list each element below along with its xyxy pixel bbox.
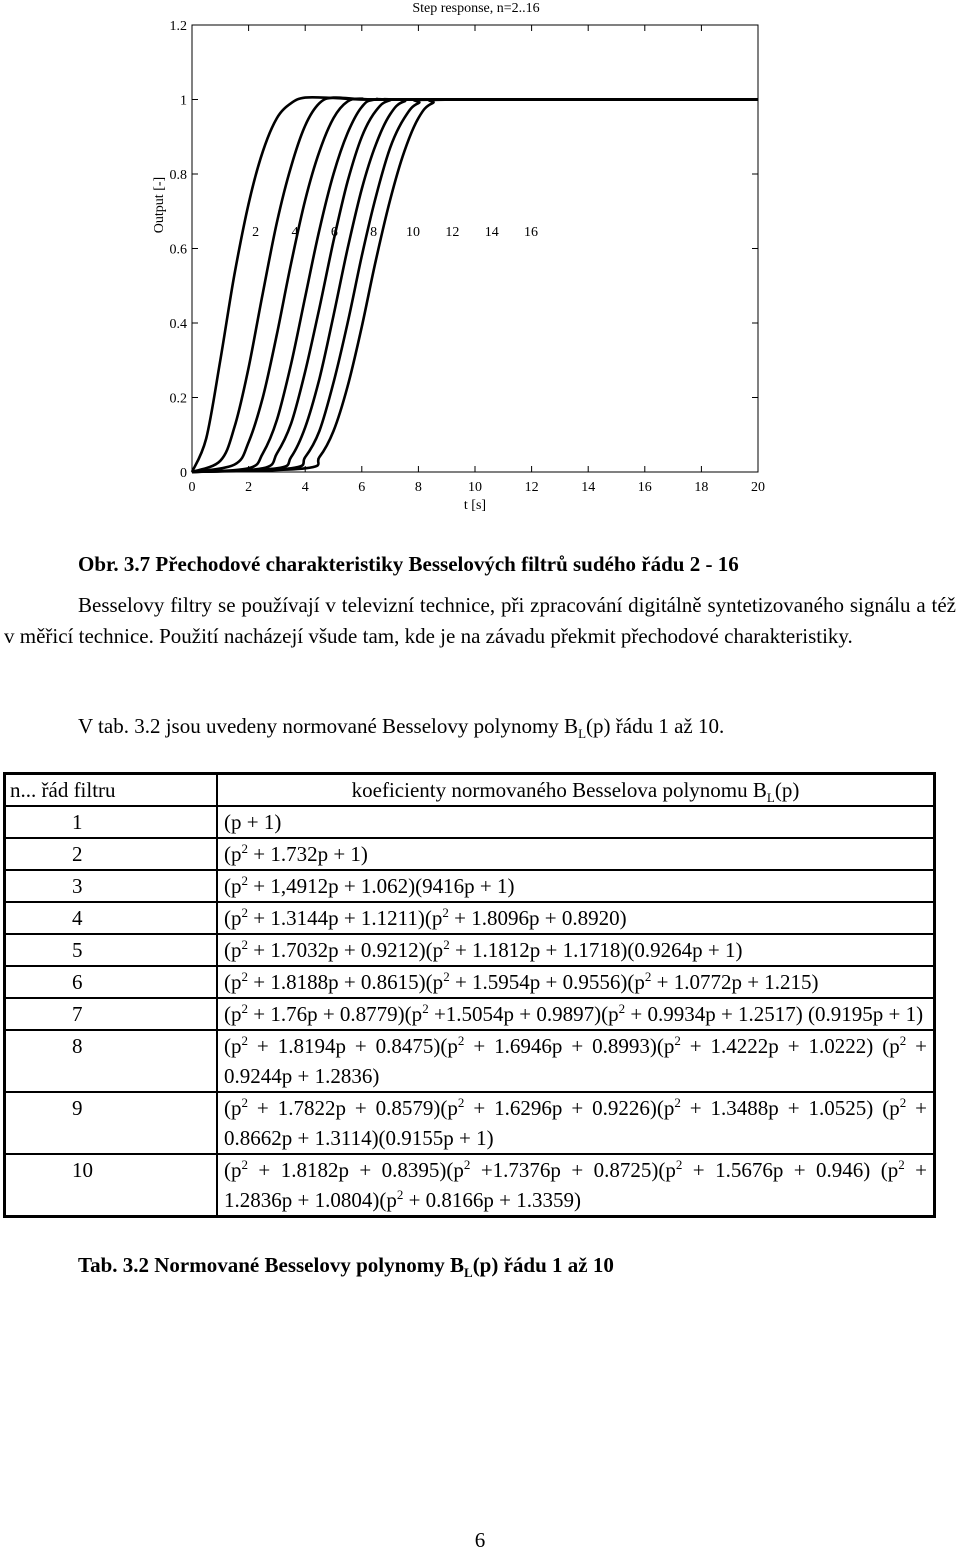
curve-order-label: 4: [291, 225, 299, 241]
paragraph-intro-text: Besselovy filtry se používají v televizní technice, při zpracování digitálně syntetizovaného signálu a též v měřicí technice. Použití nacházejí všude tam, kde je na závadu překmit přechodové charakteristiky.: [4, 593, 956, 648]
row-order: 8: [5, 1030, 218, 1092]
header-coefficients-sub: L: [766, 790, 775, 806]
paragraph-intro: [4, 590, 956, 652]
header-coefficients-text: koeficienty normovaného Besselova polynomu B: [351, 778, 767, 802]
row-polynomial: $(p^2 + 1.732p + 1)$: [217, 838, 935, 870]
row-polynomial: $(p^2 + 1.7032p + 0.9212)(p^2 + 1.1812p + 1.1718)(0.9264p + 1)$: [217, 934, 935, 966]
row-polynomial: $(p^2 + 1.76p + 0.8779)(p^2 +1.5054p + 0.9897)(p^2 + 0.9934p + 1.2517) (0.9195p + 1)$: [217, 998, 935, 1030]
row-polynomial: (p + 1): [217, 806, 935, 838]
row-order: 7: [5, 998, 218, 1030]
curve-order-label: 16: [524, 225, 539, 241]
bessel-polynomial-table: [3, 772, 936, 1218]
table-row: [5, 966, 935, 998]
row-order: 5: [5, 934, 218, 966]
y-tick-label: 1.2: [169, 19, 187, 34]
y-tick-label: 0.8: [169, 168, 187, 183]
x-tick-label: 20: [751, 480, 765, 495]
curve-order-label: 8: [370, 225, 378, 241]
row-polynomial: $(p^2 + 1.8194p + 0.8475)(p^2 + 1.6946p + 0.8993)(p^2 + 1.4222p + 1.0222) (p^2 + 0.9244p + 1.2836)$: [217, 1030, 935, 1092]
curve-order-label: 14: [484, 225, 499, 241]
row-polynomial: $(p^2 + 1.8188p + 0.8615)(p^2 + 1.5954p + 0.9556)(p^2 + 1.0772p + 1.215)$: [217, 966, 935, 998]
x-tick-label: 18: [694, 480, 709, 495]
x-tick-label: 12: [524, 480, 539, 495]
paragraph-table-ref-after: (p) řádu 1 až 10.: [586, 714, 725, 738]
curve-order-label: 12: [445, 225, 460, 241]
row-order: 6: [5, 966, 218, 998]
table-caption-sub: L: [464, 1265, 473, 1281]
table-row: [5, 934, 935, 966]
step-response-curve-n8: [192, 99, 758, 472]
table-caption-after: (p) řádu 1 až 10: [472, 1253, 614, 1277]
x-axis-label: t [s]: [463, 498, 487, 513]
paragraph-table-ref-sub: L: [578, 726, 587, 742]
x-tick-label: 8: [414, 480, 422, 495]
x-tick-label: 6: [358, 480, 366, 495]
row-polynomial: $(p^2 + 1.7822p + 0.8579)(p^2 + 1.6296p + 0.9226)(p^2 + 1.3488p + 1.0525) (p^2 + 0.8662p + 1.3114)(0.9155p + 1)$: [217, 1092, 935, 1154]
row-polynomial: $(p^2 + 1.3144p + 1.1211)(p^2 + 1.8096p + 0.8920)$: [217, 902, 935, 934]
y-tick-label: 0.4: [169, 317, 187, 332]
table-row: [5, 870, 935, 902]
header-coefficients: [217, 774, 935, 807]
row-order: 9: [5, 1092, 218, 1154]
row-polynomial: $(p^2 + 1.8182p + 0.8395)(p^2 +1.7376p + 0.8725)(p^2 + 1.5676p + 0.946) (p^2 + 1.2836p + 1.0804)(p^2 + 0.8166p + 1.3359)$: [217, 1154, 935, 1217]
row-polynomial: $(p^2 + 1,4912p + 1.062)(9416p + 1)$: [217, 870, 935, 902]
table-row: [5, 1030, 935, 1092]
x-tick-label: 10: [468, 480, 482, 495]
figure-caption: Obr. 3.7 Přechodové charakteristiky Besselových filtrů sudého řádu 2 - 16: [78, 552, 739, 576]
y-tick-label: 0: [180, 466, 187, 481]
y-tick-label: 0.6: [169, 242, 187, 258]
header-order: n... řád filtru: [5, 774, 218, 807]
table-row: [5, 902, 935, 934]
row-order: 1: [5, 806, 218, 838]
y-axis-label: Output [-]: [152, 176, 167, 234]
row-order: 10: [5, 1154, 218, 1217]
page-number: 6: [474, 1528, 486, 1552]
x-tick-label: 4: [301, 480, 309, 495]
x-tick-label: 16: [637, 480, 652, 495]
paragraph-table-ref: [78, 711, 938, 742]
table-caption-before: Tab. 3.2 Normované Besselovy polynomy B: [78, 1253, 465, 1277]
step-response-chart: [0, 0, 960, 530]
chart-title: Step response, n=2..16: [412, 1, 540, 16]
header-coefficients-after: (p): [774, 778, 800, 802]
table-row: [5, 838, 935, 870]
x-tick-label: 0: [188, 480, 196, 495]
curve-order-label: 2: [252, 225, 260, 241]
plot-area-frame: [192, 25, 758, 472]
table-row: [5, 1092, 935, 1154]
table-caption: [78, 1253, 614, 1281]
x-tick-label: 14: [581, 480, 596, 495]
y-tick-label: 0.2: [169, 391, 187, 407]
y-tick-label: 1: [180, 93, 187, 109]
row-order: 4: [5, 902, 218, 934]
table-row: [5, 806, 935, 838]
curve-order-label: 6: [330, 225, 338, 241]
row-order: 2: [5, 838, 218, 870]
row-order: 3: [5, 870, 218, 902]
table-row: [5, 998, 935, 1030]
x-tick-label: 2: [245, 480, 253, 495]
curve-order-label: 10: [406, 225, 421, 241]
table-row: [5, 1154, 935, 1217]
paragraph-table-ref-before: V tab. 3.2 jsou uvedeny normované Besselovy polynomy B: [78, 714, 579, 738]
